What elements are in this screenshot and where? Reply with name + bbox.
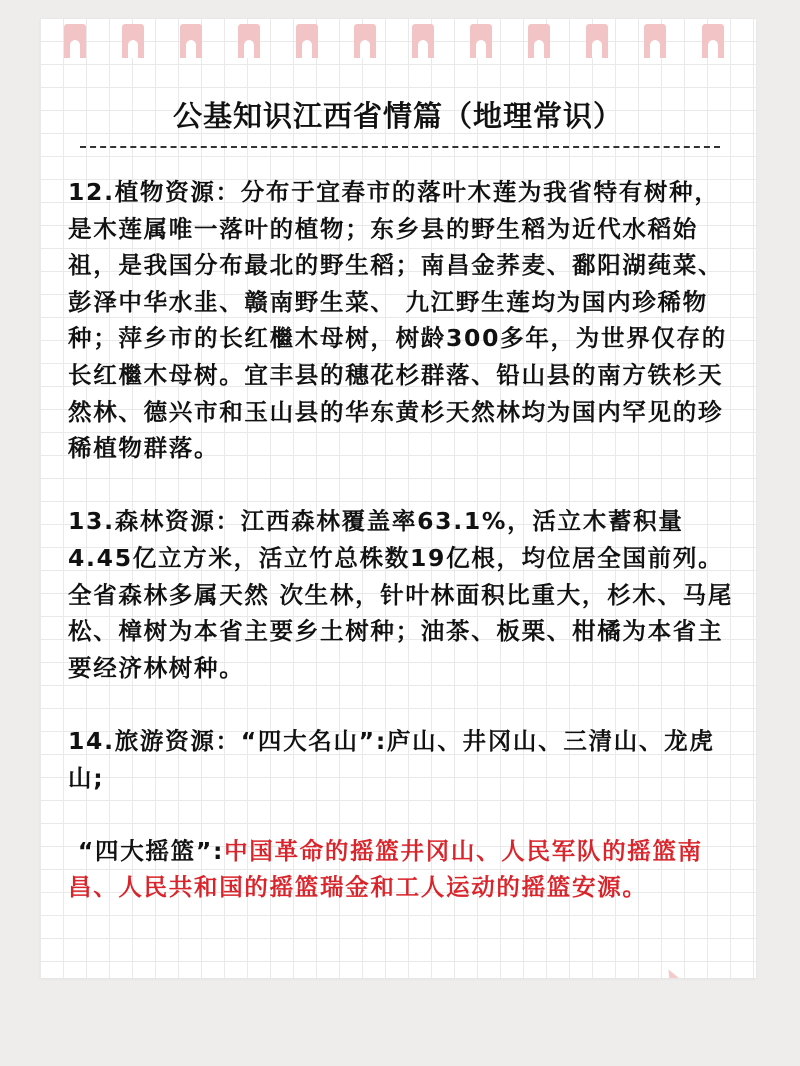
binder-tab [180,24,202,58]
binder-tab [412,24,434,58]
section-forest-resources: 13.森林资源：江西森林覆盖率63.1%，活立木蓄积量4.45亿立方米，活立竹总株数19亿根，均位居全国前列。全省森林多属天然 次生林，针叶林面积比重大，杉木、马尾松、樟树为本省主要乡土树种；油茶、板栗、柑橘为本省主要经济林树种。 [68,507,734,682]
dashed-divider [80,146,720,148]
binder-tab [238,24,260,58]
binder-tab [470,24,492,58]
section-plant-resources: 12.植物资源：分布于宜春市的落叶木莲为我省特有树种，是木莲属唯一落叶的植物；东乡县的野生稻为近代水稻始祖，是我国分布最北的野生稻；南昌金荞麦、鄱阳湖莼菜、彭泽中华水韭、赣南野生菜、 九江野生莲均为国内珍稀物种；萍乡市的长红檵木母树，树龄300多年，为世界仅存的长红檵木母树。宜丰县的穗花杉群落、铅山县的南方铁杉天然林、德兴市和玉山县的华东黄杉天然林均为国内罕见的珍稀植物群落。 [68,178,727,463]
note-card [40,18,756,978]
binder-tab [122,24,144,58]
binder-tab [296,24,318,58]
binder-tab [702,24,724,58]
binder-tab [528,24,550,58]
section-tourism-resources: 14.旅游资源：“四大名山”:庐山、井冈山、三清山、龙虎山; [68,726,715,792]
article-body [68,174,740,906]
binder-tab [644,24,666,58]
corner-fold-decoration [647,958,717,978]
binder-tab [586,24,608,58]
page-title: 公基知识江西省情篇（地理常识） [172,99,623,133]
section-four-cradles [68,833,740,906]
cradle-label: “四大摇篮”: [68,836,225,865]
binder-tab [354,24,376,58]
cradle-text: 中国革命的摇篮井冈山、人民军队的摇篮南昌、人民共和国的摇篮瑞金和工人运动的摇篮安源。 [68,836,703,902]
binder-tab [64,24,86,58]
binder-tabs [40,18,756,58]
